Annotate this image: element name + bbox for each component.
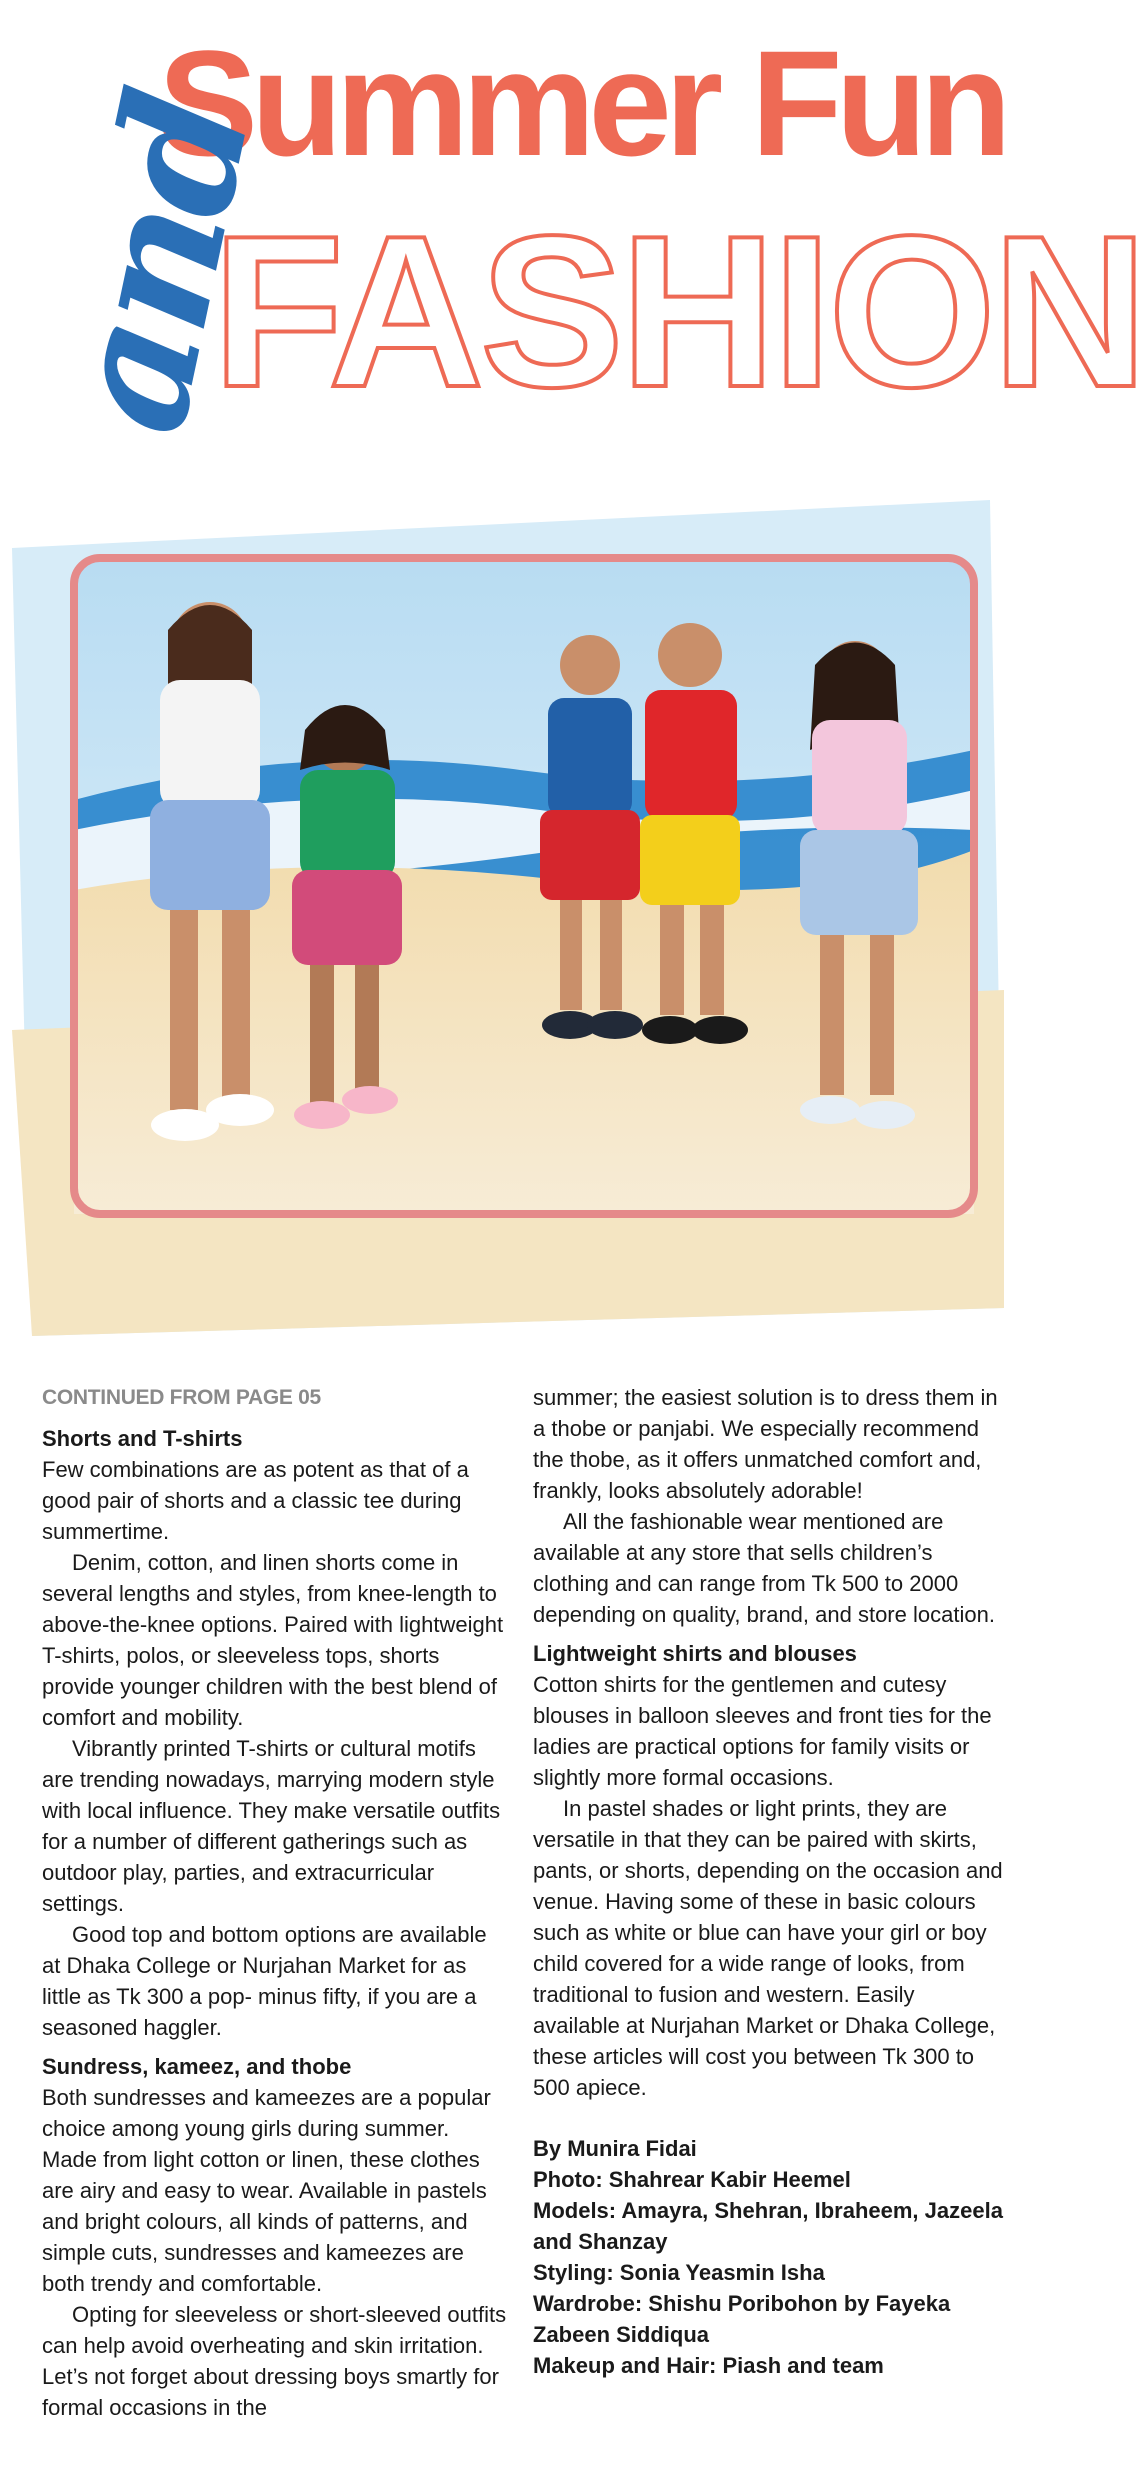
paragraph: Vibrantly printed T-shirts or cultural motifs are trending nowadays, marrying modern style with local influence. They make versatile outfits for a number of different gatherings such as outdoor play, parties, and extracurricular settings.: [42, 1736, 501, 1916]
paragraph: Few combinations are as potent as that of a good pair of shorts and a classic tee during summertime.: [42, 1457, 469, 1544]
paragraph: All the fashionable wear mentioned are available at any store that sells children’s clothing and can range from Tk 500 to 2000 depending on quality, brand, and store location.: [533, 1509, 995, 1627]
paragraph: Denim, cotton, and linen shorts come in several lengths and styles, from knee-length to above-the-knee options. Paired with lightweight T-shirts, polos, or sleeveless tops, shorts provide younger children with the best blend of comfort and mobility.: [42, 1550, 504, 1730]
paragraph: Good top and bottom options are available at Dhaka College or Nurjahan Market for as little as Tk 300 a pop- minus fifty, if you are a seasoned haggler.: [42, 1922, 487, 2040]
paragraph: Both sundresses and kameezes are a popular choice among young girls during summer. Made from light cotton or linen, these clothes are airy and easy to wear. Available in pastels and bright colours, all kinds of patterns, and simple cuts, sundresses and kameezes are both trendy and comfortable.: [42, 2085, 491, 2296]
credit-wardrobe: Wardrobe: Shishu Poribohon by Fayeka Zabeen Siddiqua: [533, 2291, 951, 2347]
article-body: [0, 1378, 1020, 2484]
article-column-left: [42, 1378, 510, 2423]
paragraph: summer; the easiest solution is to dress them in a thobe or panjabi. We especially recommend the thobe, as it offers unmatched comfort and, frankly, looks absolutely adorable!: [533, 1385, 998, 1503]
paragraph: Cotton shirts for the gentlemen and cutesy blouses in balloon sleeves and front ties for the ladies are practical options for family visits or slightly more formal occasions.: [533, 1672, 992, 1790]
credit-models: Models: Amayra, Shehran, Ibraheem, Jazeela and Shanzay: [533, 2198, 1003, 2254]
title-summer-fun: Summer Fun: [158, 19, 1005, 187]
credit-styling: Styling: Sonia Yeasmin Isha: [533, 2260, 825, 2285]
subhead-shorts: Shorts and T-shirts: [42, 1426, 243, 1451]
title-and-text: and: [24, 79, 290, 449]
hero-photo-illustration: [0, 470, 1020, 1350]
credit-byline: By Munira Fidai: [533, 2136, 697, 2161]
credit-photo: Photo: Shahrear Kabir Heemel: [533, 2167, 851, 2192]
paragraph: In pastel shades or light prints, they are versatile in that they can be paired with skirts, pants, or shorts, depending on the occasion and venue. Having some of these in basic colours such as white or blue can have your girl or boy child covered for a wide range of looks, from traditional to fusion and western. Easily available at Nurjahan Market or Dhaka College, these articles will cost you between Tk 300 to 500 apiece.: [533, 1796, 1003, 2100]
title-fashion: FASHION: [212, 190, 1144, 432]
masthead: [0, 0, 1144, 470]
subhead-sundress: Sundress, kameez, and thobe: [42, 2054, 352, 2079]
credits-block: [533, 2133, 1003, 2381]
hero-photo: [0, 470, 1020, 1350]
subhead-shirts: Lightweight shirts and blouses: [533, 1641, 857, 1666]
paragraph: Opting for sleeveless or short-sleeved outfits can help avoid overheating and skin irritation. Let’s not forget about dressing boys smartly for formal occasions in the: [42, 2302, 507, 2420]
credit-makeup: Makeup and Hair: Piash and team: [533, 2353, 884, 2378]
continued-label: CONTINUED FROM PAGE 05: [42, 1386, 321, 1409]
article-column-right: [533, 1378, 1003, 2381]
